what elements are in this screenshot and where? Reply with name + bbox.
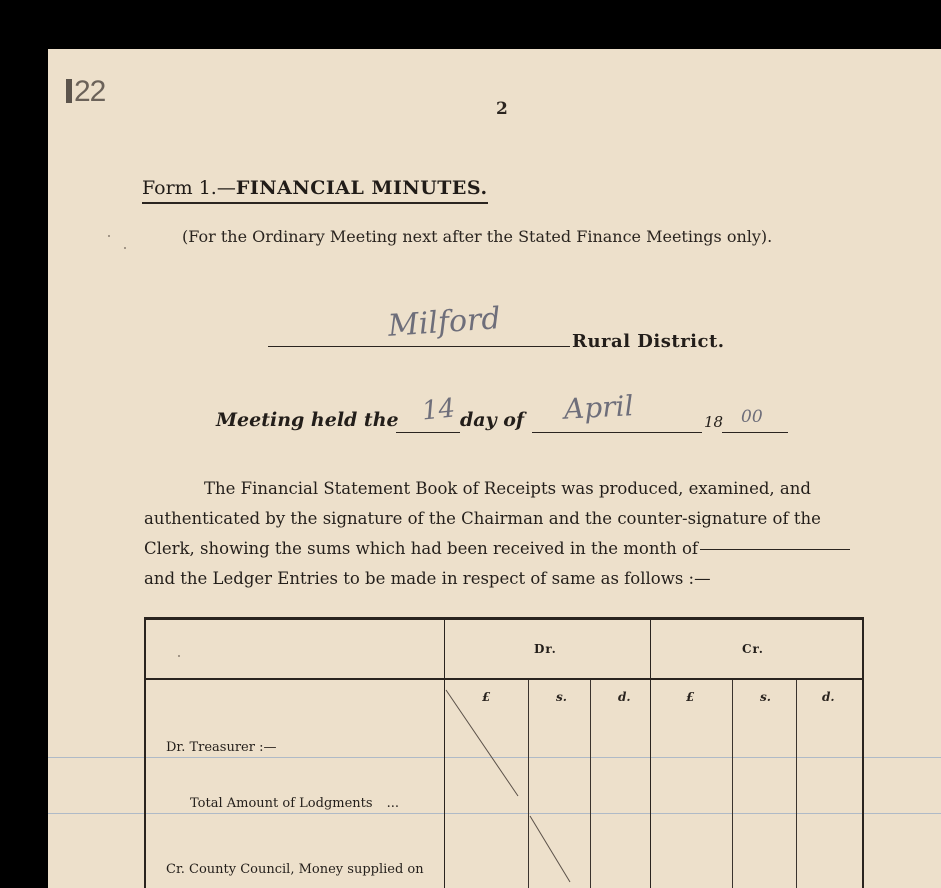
row-label-county-council: Cr. County Council, Money supplied on	[166, 862, 424, 877]
speck	[124, 247, 126, 249]
unit-shillings: s.	[760, 690, 771, 704]
row-label-total-lodgments: Total Amount of Lodgments ...	[190, 796, 399, 811]
unit-pence: d.	[822, 690, 835, 704]
district-fill-line	[268, 346, 570, 347]
day-fill-line	[396, 432, 460, 433]
year-prefix: 18	[704, 413, 724, 431]
form-heading: FINANCIAL MINUTES.	[235, 177, 488, 199]
column-divider	[528, 680, 529, 888]
unit-pounds: £	[482, 690, 491, 704]
column-divider	[590, 680, 591, 888]
cr-header: Cr.	[742, 642, 764, 656]
handwritten-year: 00	[741, 407, 763, 427]
header-divider	[146, 678, 862, 680]
form-title	[142, 177, 488, 204]
statement-paragraph	[144, 474, 860, 594]
handwritten-month: April	[563, 389, 635, 426]
speck	[108, 235, 110, 237]
paragraph-line: authenticated by the signature of the Chairman and the counter-signature of the	[144, 509, 821, 528]
meeting-prefix: Meeting held the	[216, 409, 399, 431]
column-divider	[732, 680, 733, 888]
handwritten-district: Milford	[386, 301, 502, 344]
paragraph-line: The Financial Statement Book of Receipts was produced, examined, and	[204, 479, 811, 498]
month-received-fill-line	[700, 549, 850, 550]
unit-pence: d.	[618, 690, 631, 704]
page-stamp: 22	[66, 75, 105, 109]
dr-header: Dr.	[534, 642, 557, 656]
district-label: Rural District.	[572, 331, 725, 352]
column-divider	[650, 620, 651, 888]
page-number: 2	[496, 99, 508, 119]
form-subtitle: (For the Ordinary Meeting next after the Stated Finance Meetings only).	[182, 227, 773, 246]
column-divider	[444, 620, 445, 888]
form-prefix: Form 1.—	[142, 177, 236, 199]
speck	[178, 655, 180, 657]
document-page	[48, 49, 941, 888]
row-label-dr-treasurer: Dr. Treasurer :—	[166, 740, 277, 755]
unit-shillings: s.	[556, 690, 567, 704]
day-of-label: day of	[460, 409, 525, 431]
handwritten-day: 14	[420, 393, 457, 427]
month-fill-line	[532, 432, 702, 433]
ledger-table	[144, 617, 864, 888]
paragraph-line: Clerk, showing the sums which had been received in the month of	[144, 534, 860, 564]
unit-pounds: £	[686, 690, 695, 704]
year-fill-line	[722, 432, 788, 433]
paragraph-line: and the Ledger Entries to be made in respect of same as follows :—	[144, 569, 711, 588]
column-divider	[796, 680, 797, 888]
